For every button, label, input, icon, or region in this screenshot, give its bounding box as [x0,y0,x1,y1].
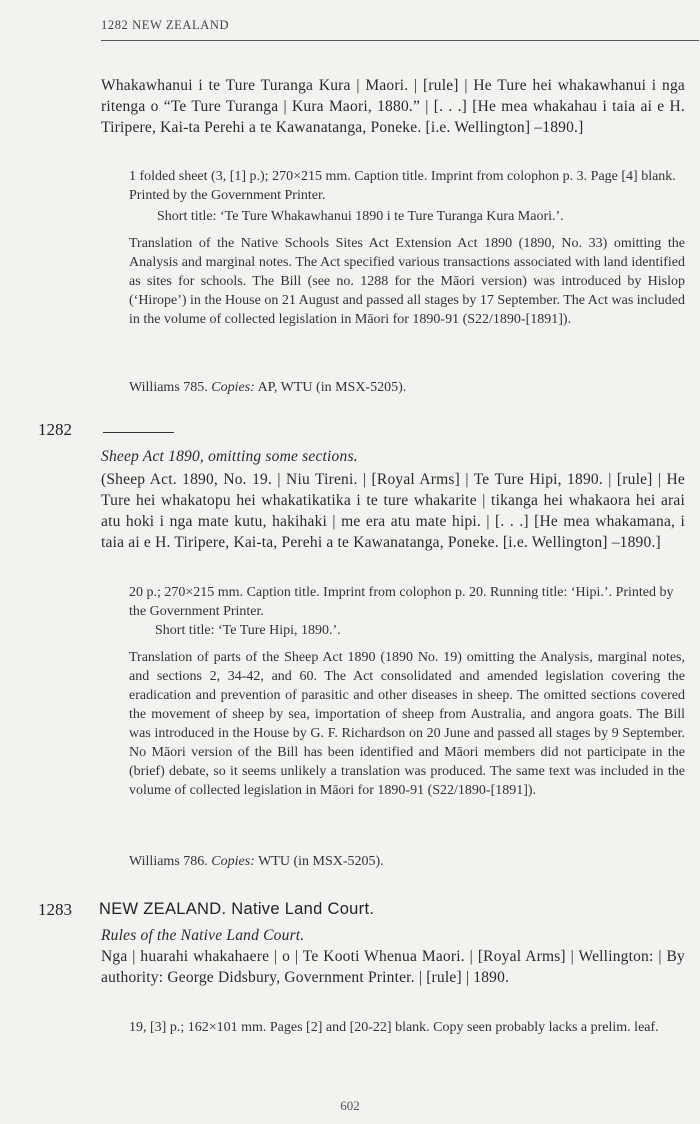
entry-1282-title-paragraph: (Sheep Act. 1890, No. 19. | Niu Tireni. | [Royal Arms] | Te Ture Hipi, 1890. | [rule] | He Ture hei whakatopu hei whakatikatika i te ture whakarite | tikanga hei whakaora hei arai atu hoki i nga mate kutu, hakihaki | me era atu mate hipi. | [. . .] [He mea whakamana, i taia ai e H. Tiripere, Kai-ta, Perehi a te Kawanatanga, Poneke. [i.e. Wellington] –1890.] [101,471,685,551]
entry-1282-uniform-title: Sheep Act 1890, omitting some sections. [101,448,358,465]
continued-note: Translation of the Native Schools Sites Act Extension Act 1890 (1890, No. 33) omitting the Analysis and marginal notes. The Act specified various transactions associated with land identified as sites for schools. The Bill (see no. 1288 for the Māori version) was introduced by Hislop (‘Hirope’) in the House on 21 August and passed all stages by 17 September. The Act was included in the volume of collected legislation in Māori for 1890-91 (S22/1890-[1891]). [129,236,685,327]
entry-1283-heading: NEW ZEALAND. Native Land Court. [99,900,375,918]
entry-1282-collation: 20 p.; 270×215 mm. Caption title. Imprint from colophon p. 20. Running title: ‘Hipi.’. Printed by the Government Printer. [129,585,674,619]
header-rule [101,40,699,41]
continued-copies-label: Copies: [211,380,255,395]
repeated-heading-dash [103,432,174,433]
entry-1282-note: Translation of parts of the Sheep Act 1890 (1890 No. 19) omitting the Analysis, marginal notes, and sections 2, 34-42, and 60. The Act consolidated and amended legislation covering the eradication and prevention of parasitic and other diseases in sheep. The omitted sections covered the movement of sheep by sea, importation of sheep from Australia, and angora goats. The Bill was introduced in the House by G. F. Richardson on 20 June and passed all stages by 9 September. No Māori version of the Bill has been identified and Māori members did not participate in the (brief) debate, so it seems unlikely a translation was produced. The same text was included in the volume of collected legislation in Māori for 1890-91 (S22/1890-[1891]). [129,650,685,798]
entry-1283-uniform-title: Rules of the Native Land Court. [101,927,305,944]
entry-number-1283: 1283 [38,900,72,919]
running-head: 1282 NEW ZEALAND [101,18,230,32]
entry-1283-title-paragraph: Nga | huarahi whakahaere | o | Te Kooti Whenua Maori. | [Royal Arms] | Wellington: | By authority: George Didsbury, Government Printer. | [rule] | 1890. [101,948,685,986]
entry-1282-refs-prefix: Williams 786. [129,854,208,869]
entry-1282-short-title: Short title: ‘Te Ture Hipi, 1890.’. [155,623,341,638]
continued-copies: AP, WTU (in MSX-5205). [257,380,407,395]
entry-1283-collation: 19, [3] p.; 162×101 mm. Pages [2] and [20-22] blank. Copy seen probably lacks a prelim. leaf. [129,1020,659,1035]
continued-references [129,378,685,397]
continued-title-paragraph: Whakawhanui i te Ture Turanga Kura | Maori. | [rule] | He Ture hei whakawhanui i nga ritenga o “Te Ture Turanga | Kura Maori, 1880.” | [. . .] [He mea whakahau i taia ai e H. Tiripere, Kai-ta Perehi a te Kawanatanga, Poneke. [i.e. Wellington] –1890.] [101,77,685,136]
continued-refs-prefix: Williams 785. [129,380,208,395]
continued-short-title: Short title: ‘Te Ture Whakawhanui 1890 i te Ture Turanga Kura Maori.’. [157,209,564,224]
continued-collation: 1 folded sheet (3, [1] p.); 270×215 mm. Caption title. Imprint from colophon p. 3. Page [4] blank. Printed by the Government Printer. [129,169,676,203]
entry-1282-references [129,852,685,871]
entry-1282-copies: WTU (in MSX-5205). [258,854,384,869]
entry-1282-copies-label: Copies: [211,854,255,869]
page-number: 602 [340,1098,360,1113]
entry-number-1282: 1282 [38,420,72,439]
